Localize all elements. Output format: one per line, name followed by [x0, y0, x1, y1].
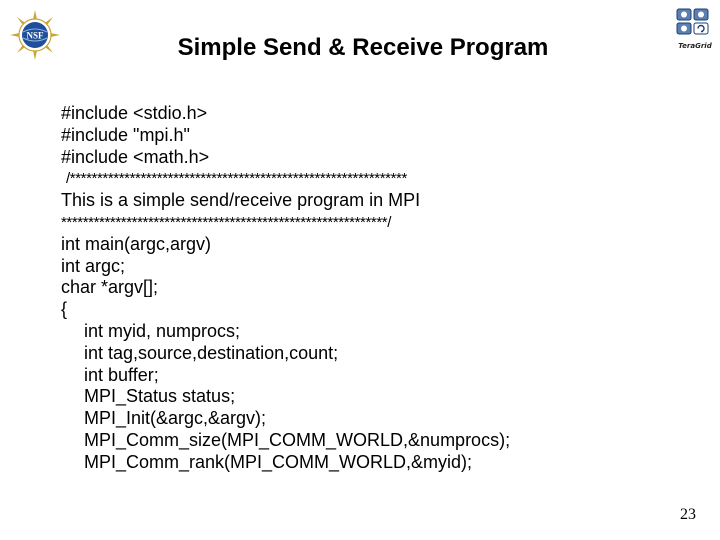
code-line: char *argv[];	[61, 277, 159, 298]
code-line: ************************************************************/	[61, 213, 392, 231]
code-line: #include <stdio.h>	[61, 103, 208, 123]
nsf-logo-text: NSF	[26, 30, 44, 41]
code-line: MPI_Comm_rank(MPI_COMM_WORLD,&myid);	[84, 451, 473, 472]
code-line: #include <math.h>	[61, 146, 210, 167]
code-line: MPI_Comm_size(MPI_COMM_WORLD,&numprocs);	[84, 429, 511, 450]
code-line: #include "mpi.h"	[61, 124, 190, 145]
teragrid-logo-tiles	[677, 9, 708, 34]
code-line: MPI_Init(&argc,&argv);	[84, 408, 267, 429]
page-number: 23	[680, 506, 696, 523]
code-line: int myid, numprocs;	[84, 320, 241, 341]
code-line: {	[61, 299, 68, 320]
slide-title: Simple Send & Receive Program	[177, 34, 549, 61]
code-line: int main(argc,argv)	[61, 233, 212, 254]
code-line: int argc;	[61, 255, 126, 276]
code-line: int buffer;	[84, 364, 159, 385]
code-line: /**************************************************************	[66, 170, 407, 188]
code-listing	[61, 103, 691, 474]
teragrid-logo-text: TeraGrid	[678, 42, 712, 50]
code-line: MPI_Status status;	[84, 386, 236, 407]
code-line: int tag,source,destination,count;	[84, 342, 339, 363]
code-line: This is a simple send/receive program in MPI	[61, 190, 421, 211]
